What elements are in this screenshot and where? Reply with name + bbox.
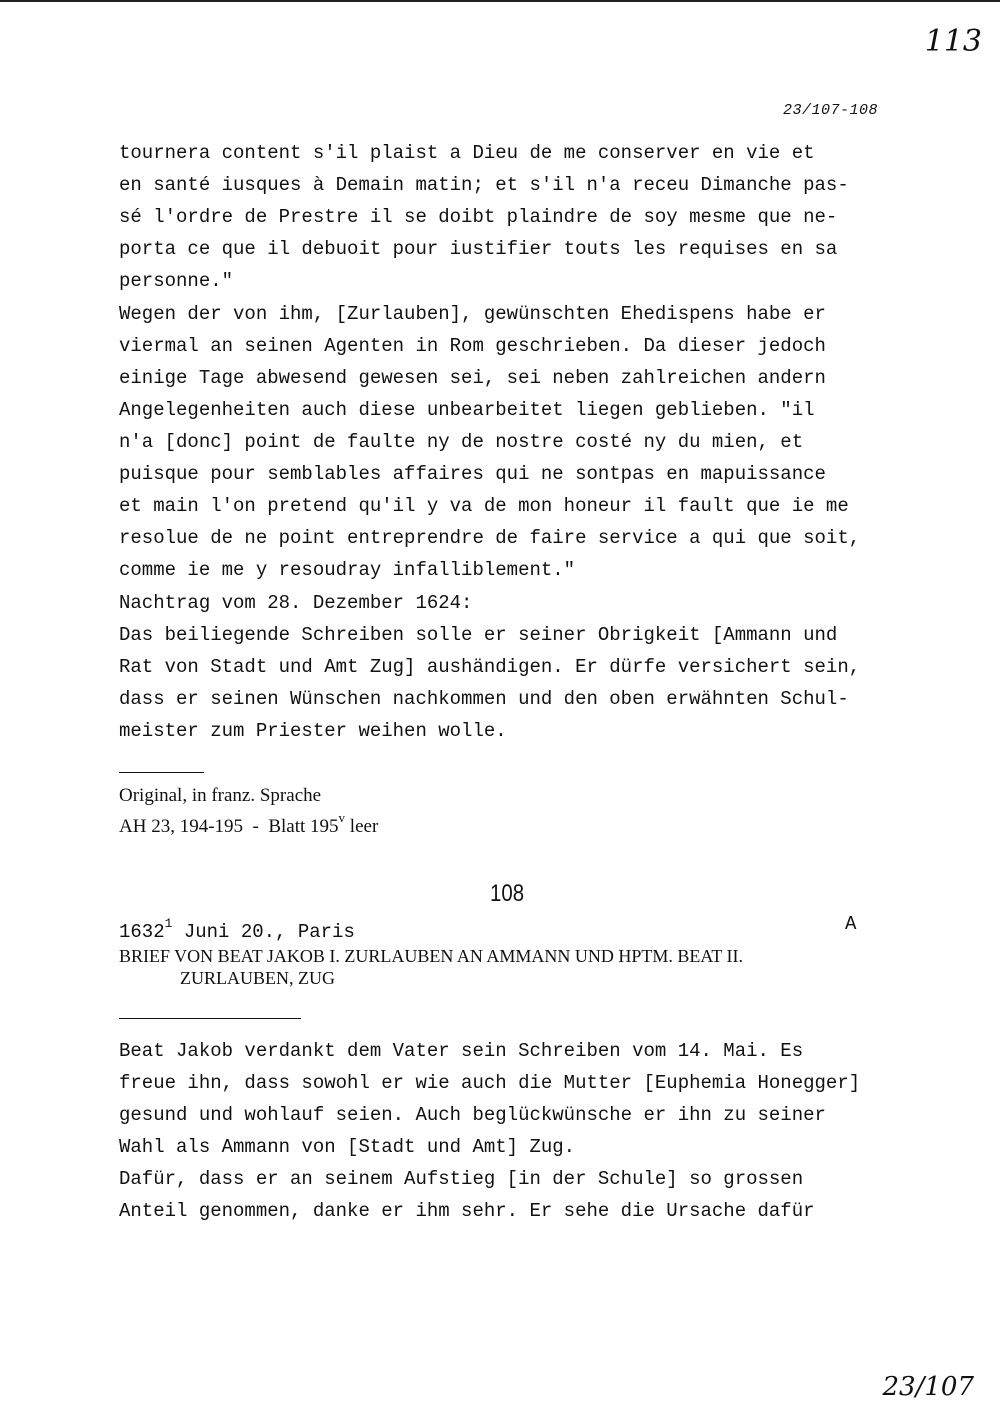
- body-line: Wegen der von ihm, [Zurlauben], gewünschten Ehedispens habe er: [119, 303, 826, 325]
- handwritten-folio-number: 113: [924, 24, 982, 59]
- body-line: puisque pour semblables affaires qui ne sontpas en mapuissance: [119, 463, 826, 485]
- date-year: 1632: [119, 921, 165, 943]
- body-line: comme ie me y resoudray infalliblement.": [119, 559, 576, 581]
- date-line: [119, 913, 355, 943]
- body-line: n'a [donc] point de faulte ny de nostre costé ny du mien, et: [119, 431, 804, 453]
- page-edge: [0, 0, 1000, 2]
- body-line: sé l'ordre de Prestre il se doibt plaindre de soy mesme que ne-: [119, 206, 838, 228]
- body-line: en santé iusques à Demain matin; et s'il n'a receu Dimanche pas-: [119, 174, 849, 196]
- source-note-line2: [119, 807, 378, 838]
- body-line: tournera content s'il plaist a Dieu de me conserver en vie et: [119, 142, 815, 164]
- document-number: 108: [490, 880, 525, 907]
- heading-separator-rule: [119, 1018, 301, 1019]
- summary-line: Wahl als Ammann von [Stadt und Amt] Zug.: [119, 1136, 576, 1158]
- body-line: einige Tage abwesend gewesen sei, sei neben zahlreichen andern: [119, 367, 826, 389]
- source-note-suffix: leer: [345, 816, 379, 837]
- body-line: porta ce que il debuoit pour iustifier touts les requises en sa: [119, 238, 838, 260]
- body-line: Nachtrag vom 28. Dezember 1624:: [119, 592, 473, 614]
- archive-reference: 23/107-108: [783, 102, 879, 119]
- document-heading-line1: BRIEF VON BEAT JAKOB I. ZURLAUBEN AN AMMANN UND HPTM. BEAT II.: [119, 946, 744, 966]
- source-note-line1: Original, in franz. Sprache: [119, 785, 322, 806]
- archive-code: A: [845, 913, 857, 935]
- body-line: personne.": [119, 270, 234, 292]
- date-rest: Juni 20., Paris: [172, 921, 355, 943]
- body-line: dass er seinen Wünschen nachkommen und den oben erwähnten Schul-: [119, 688, 849, 710]
- body-line: Rat von Stadt und Amt Zug] aushändigen. Er dürfe versichert sein,: [119, 656, 861, 678]
- note-separator-rule: [119, 772, 204, 773]
- body-line: viermal an seinen Agenten in Rom geschrieben. Da dieser jedoch: [119, 335, 826, 357]
- body-line: Angelegenheiten auch diese unbearbeitet liegen geblieben. "il: [119, 399, 815, 421]
- document-heading-line2: ZURLAUBEN, ZUG: [180, 968, 335, 988]
- summary-line: freue ihn, dass sowohl er wie auch die Mutter [Euphemia Honegger]: [119, 1072, 861, 1094]
- body-line: meister zum Priester weihen wolle.: [119, 720, 507, 742]
- body-line: et main l'on pretend qu'il y va de mon honeur il fault que ie me: [119, 495, 849, 517]
- summary-line: Beat Jakob verdankt dem Vater sein Schreiben vom 14. Mai. Es: [119, 1040, 804, 1062]
- verso-superscript: v: [338, 810, 346, 825]
- source-note-prefix: AH 23, 194-195 - Blatt 195: [119, 816, 339, 837]
- body-line: Das beiliegende Schreiben solle er seiner Obrigkeit [Ammann und: [119, 624, 838, 646]
- summary-line: gesund und wohlauf seien. Auch beglückwünsche er ihn zu seiner: [119, 1104, 826, 1126]
- summary-line: Dafür, dass er an seinem Aufstieg [in der Schule] so grossen: [119, 1168, 804, 1190]
- date-footnote-marker: 1: [164, 916, 173, 931]
- handwritten-page-reference: 23/107: [882, 1372, 974, 1402]
- body-line: resolue de ne point entreprendre de faire service a qui que soit,: [119, 527, 861, 549]
- summary-line: Anteil genommen, danke er ihm sehr. Er sehe die Ursache dafür: [119, 1200, 815, 1222]
